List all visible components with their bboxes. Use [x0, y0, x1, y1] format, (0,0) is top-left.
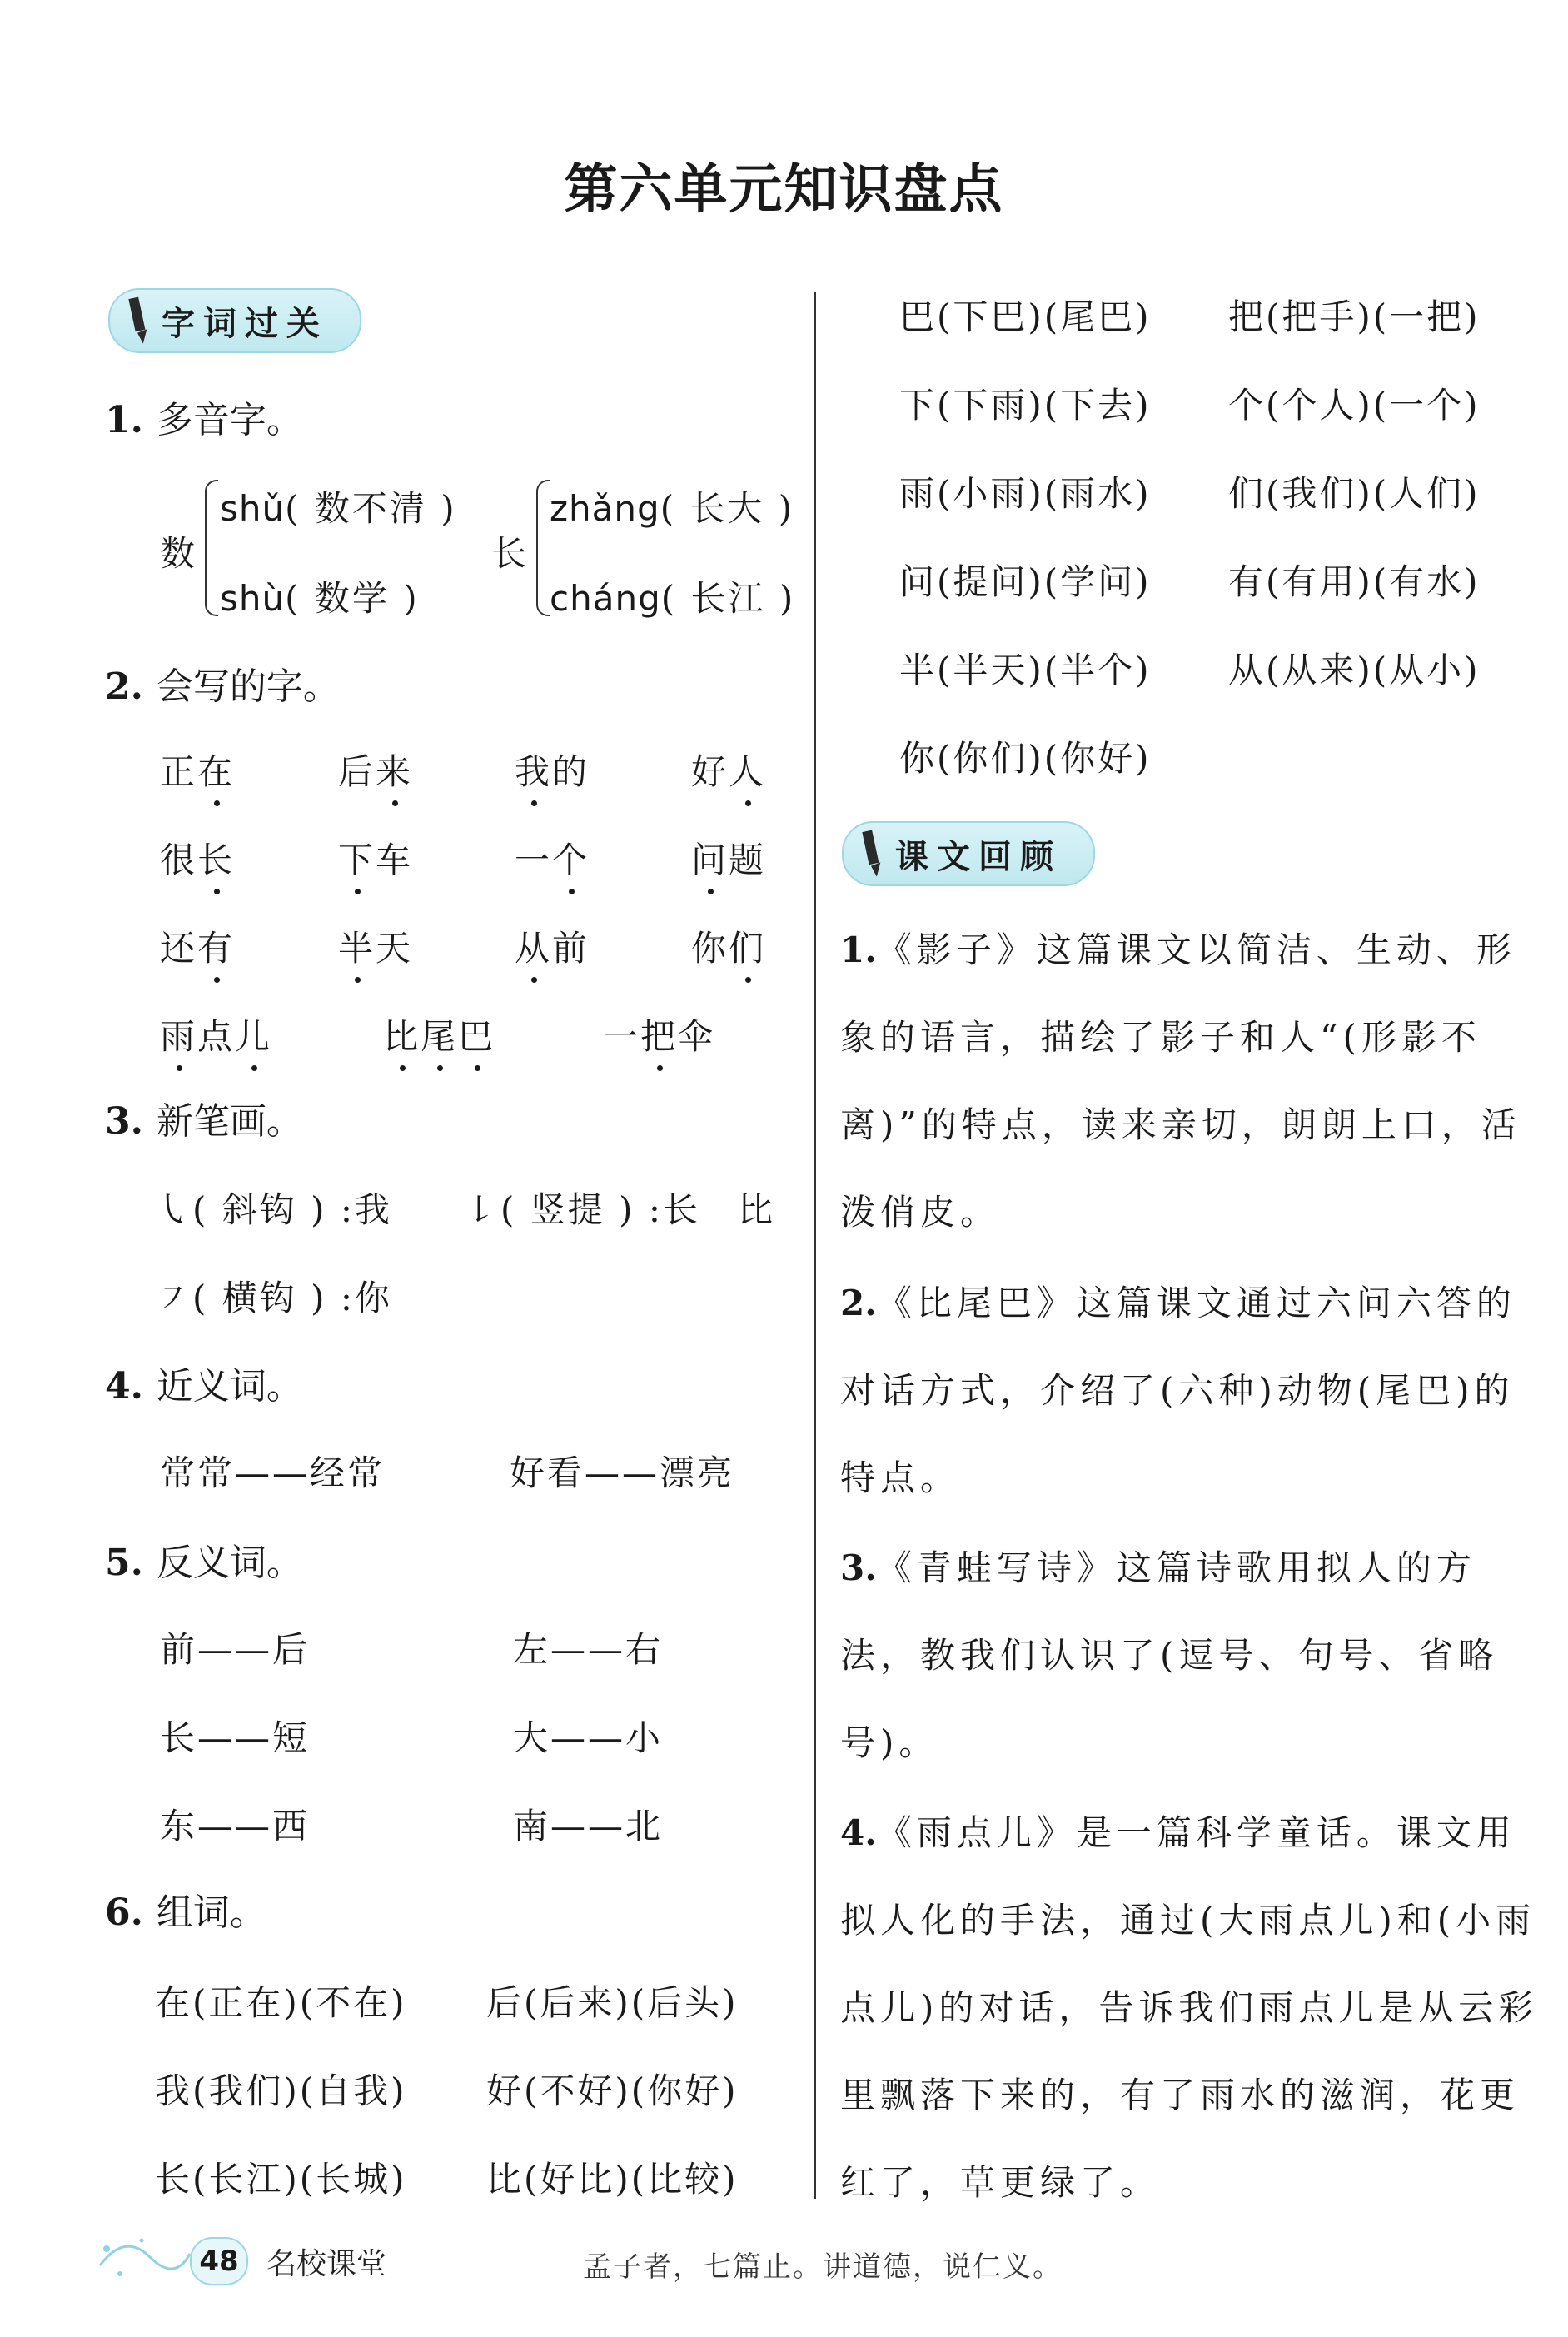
- section-heading: 2. 会写的字。: [105, 665, 340, 708]
- compound-item: 个(个人)(一个): [1228, 385, 1481, 426]
- compound-item: 比(好比)(比较): [486, 2159, 739, 2200]
- compound-item: 后(后来)(后头): [486, 1982, 739, 2023]
- write-word: 你们: [691, 921, 766, 971]
- badge-words: [108, 288, 361, 353]
- footer-brand: 名校课堂: [266, 2247, 387, 2281]
- pencil-icon: [862, 829, 884, 879]
- section-heading: 6. 组词。: [105, 1891, 266, 1934]
- write-word: 雨点儿: [160, 1009, 272, 1059]
- stroke-item: ㇇( 横钩 ) :你: [155, 1278, 393, 1318]
- compound-item: 长(长江)(长城): [155, 2159, 407, 2200]
- compound-item: 半(半天)(半个): [899, 650, 1152, 690]
- antonym-pair: 长——短: [160, 1717, 311, 1758]
- write-word: 半天: [338, 921, 413, 971]
- brace: [205, 480, 218, 616]
- write-word: 好人: [691, 745, 766, 795]
- page-number: 48: [190, 2237, 248, 2285]
- write-word: 我的: [515, 745, 590, 795]
- stroke-item: ㇙( 竖提 ) :长 比: [463, 1189, 776, 1230]
- synonym-pair: 常常——经常: [160, 1453, 386, 1493]
- synonym-pair: 好看——漂亮: [510, 1453, 735, 1493]
- antonym-pair: 南——北: [513, 1806, 664, 1846]
- compound-item: 有(有用)(有水): [1228, 561, 1481, 602]
- compound-item: 在(正在)(不在): [155, 1982, 407, 2023]
- compound-item: 好(不好)(你好): [486, 2070, 739, 2111]
- compound-item: 下(下雨)(下去): [899, 385, 1152, 426]
- section-heading: 1. 多音字。: [105, 399, 303, 441]
- pencil-icon: [128, 296, 150, 346]
- write-word: 从前: [515, 921, 590, 971]
- write-word: 一把伞: [603, 1009, 715, 1059]
- compound-item: 把(把手)(一把): [1228, 296, 1481, 337]
- section-heading: 5. 反义词。: [105, 1542, 303, 1584]
- polyphone-char: 数: [160, 533, 196, 574]
- compound-item: 们(我们)(人们): [1228, 473, 1481, 514]
- compound-item: 问(提问)(学问): [899, 561, 1152, 602]
- antonym-pair: 大——小: [513, 1717, 664, 1758]
- review-item: 3.《青蛙写诗》这篇诗歌用拟人的方法，教我们认识了(逗号、句号、省略号)。: [840, 1547, 1499, 1763]
- stroke-glyph: ㇇: [155, 1278, 193, 1318]
- antonym-pair: 东——西: [160, 1806, 311, 1846]
- badge-words-label: 字词过关: [162, 304, 328, 343]
- antonym-pair: 前——后: [160, 1629, 311, 1670]
- write-word: 正在: [160, 745, 235, 795]
- polyphone-reading: shù( 数学 ): [220, 578, 420, 619]
- compound-item: 我(我们)(自我): [155, 2070, 407, 2111]
- compound-item: 雨(小雨)(雨水): [899, 473, 1152, 514]
- polyphone-char: 长: [491, 533, 527, 574]
- column-divider: [814, 292, 816, 2199]
- write-word: 还有: [160, 921, 235, 971]
- review-item: 2.《比尾巴》这篇课文通过六问六答的对话方式，介绍了(六种)动物(尾巴)的特点。: [840, 1283, 1516, 1498]
- polyphone-reading: shǔ( 数不清 ): [220, 488, 457, 529]
- right-column: [820, 0, 1568, 2337]
- polyphone-reading: cháng( 长江 ): [550, 578, 796, 619]
- review-item: 1.《影子》这篇课文以简洁、生动、形象的语言，描绘了影子和人“(形影不离)”的特点，读来亲切，朗朗上口，活泼俏皮。: [840, 929, 1521, 1233]
- write-word: 后来: [338, 745, 413, 795]
- footer-quote: 孟子者，七篇止。讲道德，说仁义。: [583, 2250, 1063, 2284]
- compound-item: 巴(下巴)(尾巴): [899, 296, 1152, 337]
- badge-review-label: 课文回顾: [895, 837, 1062, 876]
- page-title: 第六单元知识盘点: [564, 158, 1004, 221]
- decorative-swirl-icon: [92, 2215, 192, 2290]
- write-word: 一个: [515, 833, 590, 883]
- section-heading: 3. 新笔画。: [105, 1100, 303, 1143]
- write-word: 很长: [160, 833, 235, 883]
- compound-item: 从(从来)(从小): [1228, 650, 1481, 690]
- review-item: 4.《雨点儿》是一篇科学童话。课文用拟人化的手法，通过(大雨点儿)和(小雨点儿)的对话，告诉我们雨点儿是从云彩里飘落下来的，有了雨水的滋润，花更红了，草更绿了。: [840, 1812, 1539, 2203]
- badge-review: [842, 821, 1095, 886]
- write-word: 问题: [691, 833, 766, 883]
- antonym-pair: 左——右: [513, 1629, 664, 1670]
- stroke-item: ㇂( 斜钩 ) :我: [155, 1189, 393, 1230]
- write-word: 下车: [338, 833, 413, 883]
- brace: [536, 480, 550, 616]
- section-heading: 4. 近义词。: [105, 1365, 303, 1408]
- polyphone-reading: zhǎng( 长大 ): [550, 488, 795, 529]
- stroke-glyph: ㇂: [155, 1189, 193, 1230]
- write-word: 比尾巴: [383, 1009, 495, 1059]
- compound-item: 你(你们)(你好): [899, 738, 1152, 779]
- stroke-glyph: ㇙: [463, 1189, 501, 1230]
